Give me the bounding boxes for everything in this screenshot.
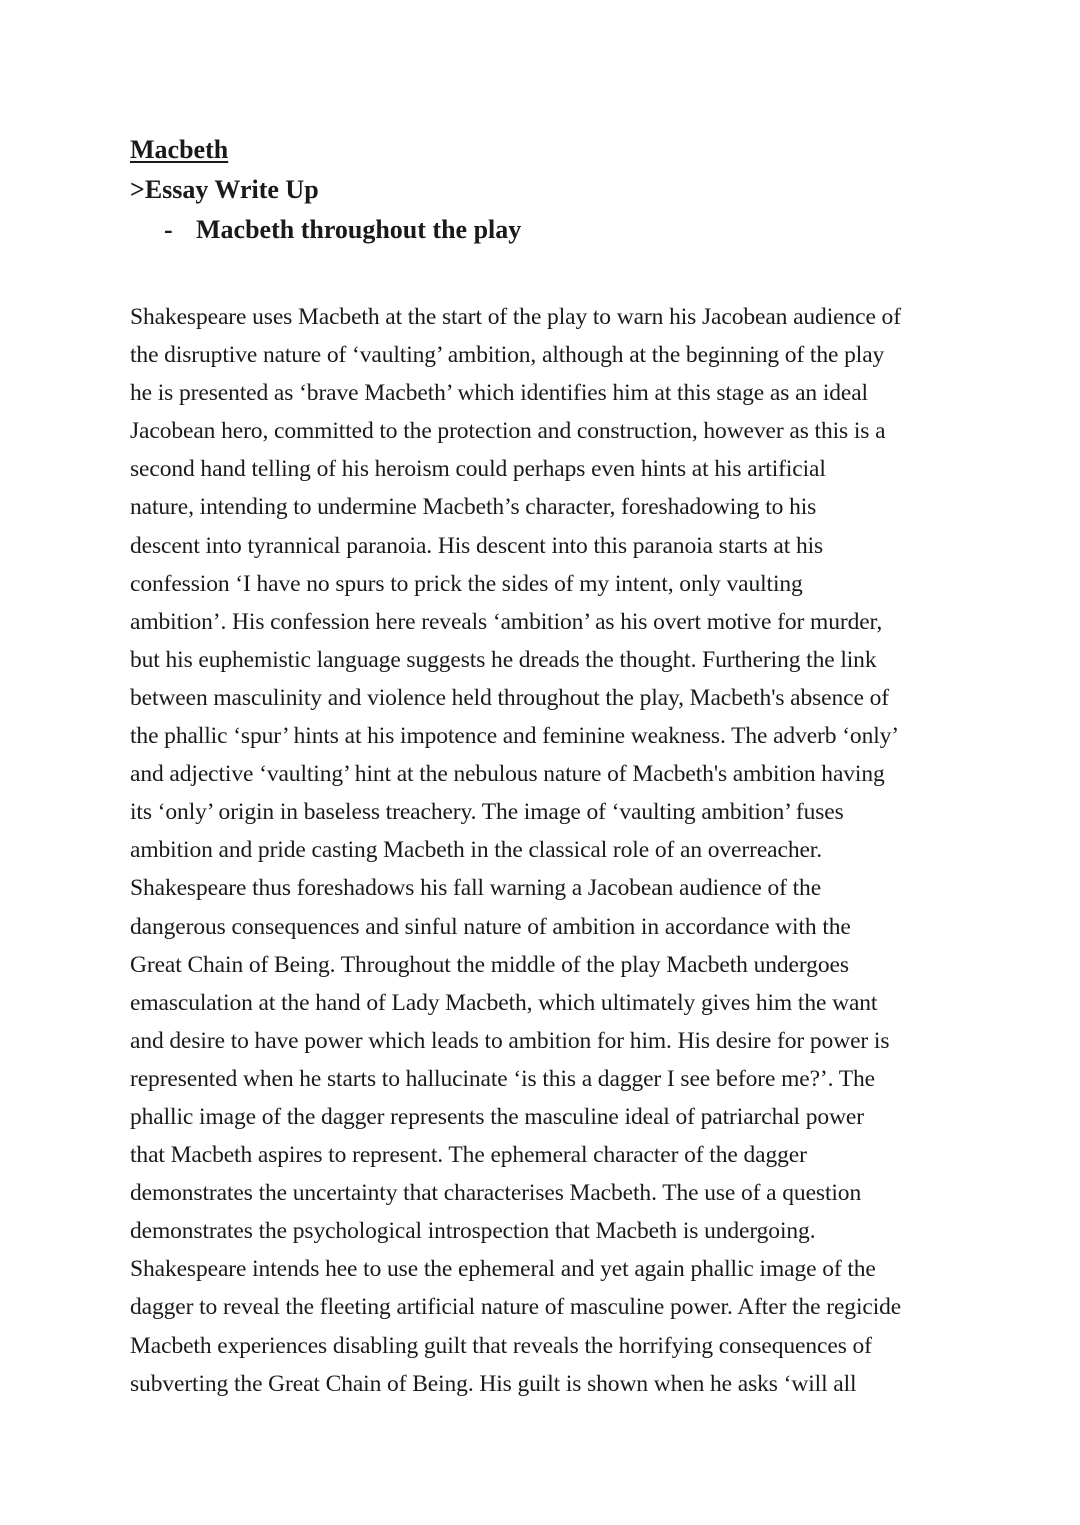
essay-line: descent into tyrannical paranoia. His descent into this paranoia starts at his	[130, 532, 824, 559]
essay-line: and desire to have power which leads to ambition for him. His desire for power is	[130, 1027, 890, 1054]
essay-line: Shakespeare intends hee to use the ephemeral and yet again phallic image of the	[130, 1256, 876, 1283]
essay-line: confession ‘I have no spurs to prick the sides of my intent, only vaulting	[130, 570, 803, 597]
bullet-text: Macbeth throughout the play	[196, 215, 522, 244]
essay-line: emasculation at the hand of Lady Macbeth, which ultimately gives him the want	[130, 989, 878, 1016]
essay-line: Jacobean hero, committed to the protection and construction, however as this is a	[130, 418, 886, 445]
essay-line: represented when he starts to hallucinate ‘is this a dagger I see before me?’. The	[130, 1065, 876, 1092]
essay-line: the phallic ‘spur’ hints at his impotence and feminine weakness. The adverb ‘only’	[130, 723, 900, 750]
essay-line: that Macbeth aspires to represent. The ephemeral character of the dagger	[130, 1142, 807, 1169]
essay-line: subverting the Great Chain of Being. His guilt is shown when he asks ‘will all	[130, 1370, 857, 1397]
essay-line: Shakespeare uses Macbeth at the start of the play to warn his Jacobean audience of	[130, 304, 901, 330]
essay-line: Great Chain of Being. Throughout the middle of the play Macbeth undergoes	[130, 951, 849, 978]
essay-line: dangerous consequences and sinful nature of ambition in accordance with the	[130, 913, 851, 940]
essay-body	[130, 298, 960, 1403]
document-subtitle: >Essay Write Up	[130, 175, 319, 204]
essay-line: but his euphemistic language suggests he dreads the thought. Furthering the link	[130, 646, 877, 673]
essay-line: between masculinity and violence held throughout the play, Macbeth's absence of	[130, 684, 889, 711]
essay-line: phallic image of the dagger represents the masculine ideal of patriarchal power	[130, 1103, 864, 1130]
essay-line: Shakespeare thus foreshadows his fall warning a Jacobean audience of the	[130, 875, 822, 902]
essay-line: ambition and pride casting Macbeth in the classical role of an overreacher.	[130, 837, 823, 864]
document-title: Macbeth	[130, 135, 229, 164]
essay-line: and adjective ‘vaulting’ hint at the nebulous nature of Macbeth's ambition having	[130, 761, 885, 788]
essay-line: Macbeth experiences disabling guilt that reveals the horrifying consequences of	[130, 1332, 872, 1359]
essay-line: second hand telling of his heroism could perhaps even hints at his artificial	[130, 456, 826, 483]
bullet-item	[130, 210, 960, 250]
essay-line: the disruptive nature of ‘vaulting’ ambition, although at the beginning of the play	[130, 342, 885, 369]
bullet-marker: -	[164, 215, 173, 244]
essay-line: its ‘only’ origin in baseless treachery. The image of ‘vaulting ambition’ fuses	[130, 799, 844, 826]
essay-line: nature, intending to undermine Macbeth’s character, foreshadowing to his	[130, 494, 817, 521]
essay-line: ambition’. His confession here reveals ‘ambition’ as his overt motive for murder,	[130, 608, 883, 635]
document-page	[130, 130, 960, 1403]
essay-line: he is presented as ‘brave Macbeth’ which identifies him at this stage as an ideal	[130, 380, 868, 407]
essay-line: dagger to reveal the fleeting artificial nature of masculine power. After the regicide	[130, 1294, 902, 1321]
essay-line: demonstrates the uncertainty that characterises Macbeth. The use of a question	[130, 1180, 862, 1207]
essay-line: demonstrates the psychological introspection that Macbeth is undergoing.	[130, 1218, 816, 1245]
